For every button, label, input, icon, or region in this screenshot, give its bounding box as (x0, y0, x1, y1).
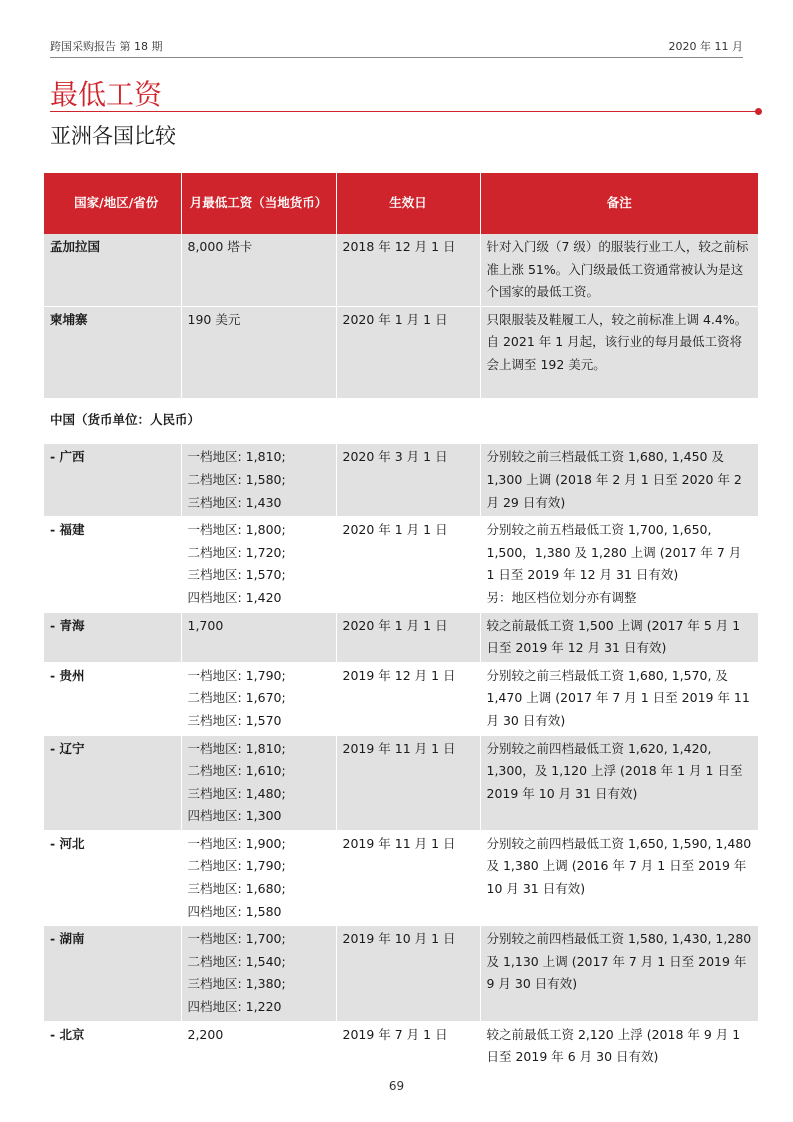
cell-note-line: 分别较之前四档最低工资 1,620, 1,420, 1,300，及 1,120 上浮 (2018 年 1 月 1 日至 2019 年 10 月 31 日有效) (486, 740, 743, 801)
cell-wage (181, 234, 336, 306)
cell-note (480, 306, 758, 398)
cell-wage-line: 二档地区: 1,670; (187, 690, 286, 706)
cell-date: 2019 年 11 月 1 日 (336, 735, 480, 830)
cell-wage-line: 一档地区: 1,800; (187, 522, 286, 538)
cell-date: 2020 年 3 月 1 日 (336, 444, 480, 517)
cell-wage-line: 二档地区: 1,790; (187, 858, 286, 874)
cell-country: - 青海 (44, 612, 181, 662)
cell-country: - 辽宁 (44, 735, 181, 830)
cell-note-line: 针对入门级（7 级）的服装行业工人，较之前标准上涨 51%。入门级最低工资通常被认为是这个国家的最低工资。 (486, 239, 749, 300)
cell-wage-line: 二档地区: 1,610; (187, 763, 286, 779)
section-label (44, 398, 758, 444)
cell-wage-line: 8,000 塔卡 (187, 239, 253, 254)
cell-note (480, 612, 758, 662)
cell-note-line: 分别较之前四档最低工资 1,580, 1,430, 1,280 及 1,130 上调 (2017 年 7 月 1 日至 2019 年 9 月 30 日有效) (486, 931, 752, 992)
table-row (44, 612, 758, 662)
cell-note (480, 444, 758, 517)
cell-note (480, 926, 758, 1021)
cell-note (480, 517, 758, 612)
table-row (44, 517, 758, 612)
table-row (44, 735, 758, 830)
cell-country: 孟加拉国 (44, 234, 181, 306)
cell-date: 2019 年 7 月 1 日 (336, 1021, 480, 1071)
cell-note-line: 分别较之前三档最低工资 1,680, 1,570, 及 1,470 上调 (2017 年 7 月 1 日至 2019 年 11 月 30 日有效) (486, 667, 750, 728)
cell-date: 2020 年 1 月 1 日 (336, 517, 480, 612)
title-divider (50, 111, 758, 112)
cell-wage (181, 306, 336, 398)
cell-note (480, 830, 758, 925)
col-header-country: 国家/地区/省份 (44, 173, 181, 234)
cell-note (480, 234, 758, 306)
cell-wage (181, 662, 336, 735)
cell-country: - 河北 (44, 830, 181, 925)
cell-note-line: 分别较之前五档最低工资 1,700, 1,650, 1,500，1,380 及 1,280 上调 (2017 年 7 月 1 日至 2019 年 12 月 31 日有效) (486, 522, 742, 583)
cell-country: - 广西 (44, 444, 181, 517)
cell-note-line: 只限服装及鞋履工人，较之前标准上调 4.4%。 (486, 311, 748, 327)
section-name: 中国 (50, 411, 76, 427)
cell-wage-line: 三档地区: 1,480; (187, 785, 286, 801)
cell-date: 2020 年 1 月 1 日 (336, 612, 480, 662)
cell-wage-line: 三档地区: 1,570; (187, 567, 286, 583)
cell-country: - 福建 (44, 517, 181, 612)
cell-wage (181, 517, 336, 612)
cell-wage-line: 一档地区: 1,810; (187, 449, 286, 465)
cell-note-line: 较之前最低工资 2,120 上浮 (2018 年 9 月 1 日至 2019 年 6 月 30 日有效) (486, 1026, 741, 1065)
col-header-date: 生效日 (336, 173, 480, 234)
cell-note (480, 735, 758, 830)
table-header-row (44, 173, 758, 234)
table-row (44, 1021, 758, 1071)
cell-wage-line: 三档地区: 1,380; (187, 976, 286, 992)
cell-wage-line: 二档地区: 1,540; (187, 953, 286, 969)
cell-wage-line: 1,700 (187, 617, 224, 633)
col-header-note: 备注 (480, 173, 758, 234)
header-divider (50, 57, 743, 58)
cell-date: 2020 年 1 月 1 日 (336, 306, 480, 398)
cell-wage-line: 四档地区: 1,300 (187, 808, 282, 824)
cell-wage-line: 四档地区: 1,420 (187, 589, 282, 605)
cell-wage-line: 一档地区: 1,900; (187, 835, 286, 851)
cell-note (480, 1021, 758, 1071)
cell-country: 柬埔寨 (44, 306, 181, 398)
table-row (44, 306, 758, 398)
table-row (44, 662, 758, 735)
section-row-china (44, 398, 758, 444)
cell-wage-line: 三档地区: 1,680; (187, 881, 286, 897)
cell-wage (181, 735, 336, 830)
cell-note (480, 662, 758, 735)
cell-date: 2019 年 12 月 1 日 (336, 662, 480, 735)
cell-note-line: 分别较之前四档最低工资 1,650, 1,590, 1,480 及 1,380 上调 (2016 年 7 月 1 日至 2019 年 10 月 31 日有效) (486, 835, 752, 897)
report-date: 2020 年 11 月 (668, 40, 743, 53)
cell-wage-line: 二档地区: 1,580; (187, 471, 286, 487)
cell-wage-line: 2,200 (187, 1026, 224, 1042)
report-issue: 跨国采购报告 第 18 期 (50, 40, 163, 53)
cell-date: 2018 年 12 月 1 日 (336, 234, 480, 306)
cell-wage (181, 444, 336, 517)
cell-wage-line: 四档地区: 1,580 (187, 903, 282, 919)
table-body (44, 234, 758, 1071)
cell-country: - 湖南 (44, 926, 181, 1021)
cell-wage-line: 三档地区: 1,430 (187, 494, 282, 510)
cell-country: - 北京 (44, 1021, 181, 1071)
cell-note-line: 分别较之前三档最低工资 1,680, 1,450 及 1,300 上调 (2018 年 2 月 1 日至 2020 年 2 月 29 日有效) (486, 449, 742, 510)
cell-note-line: 另：地区档位划分亦有调整 (486, 589, 637, 605)
cell-wage (181, 926, 336, 1021)
cell-wage-line: 四档地区: 1,220 (187, 999, 282, 1015)
cell-wage-line: 一档地区: 1,790; (187, 667, 286, 683)
section-unit: （货币单位：人民币） (75, 411, 201, 427)
page-title: 最低工资 (50, 78, 163, 111)
cell-wage-line: 190 美元 (187, 311, 241, 327)
cell-note-line: 较之前最低工资 1,500 上调 (2017 年 5 月 1 日至 2019 年 12 月 31 日有效) (486, 617, 741, 656)
page-number: 69 (388, 1079, 405, 1093)
page-subtitle: 亚洲各国比较 (50, 124, 176, 148)
cell-wage-line: 二档地区: 1,720; (187, 544, 286, 560)
col-header-wage: 月最低工资（当地货币） (181, 173, 336, 234)
cell-date: 2019 年 10 月 1 日 (336, 926, 480, 1021)
cell-wage (181, 612, 336, 662)
cell-country: - 贵州 (44, 662, 181, 735)
table-row (44, 830, 758, 925)
cell-wage (181, 1021, 336, 1071)
title-divider-dot (755, 108, 762, 115)
table-row (44, 926, 758, 1021)
cell-wage (181, 830, 336, 925)
table-row (44, 234, 758, 306)
minimum-wage-table (44, 173, 758, 1072)
table-row (44, 444, 758, 517)
cell-wage-line: 三档地区: 1,570 (187, 712, 282, 728)
cell-wage-line: 一档地区: 1,700; (187, 931, 286, 947)
cell-note-line: 自 2021 年 1 月起，该行业的每月最低工资将会上调至 192 美元。 (486, 334, 743, 372)
cell-date: 2019 年 11 月 1 日 (336, 830, 480, 925)
cell-wage-line: 一档地区: 1,810; (187, 740, 286, 756)
